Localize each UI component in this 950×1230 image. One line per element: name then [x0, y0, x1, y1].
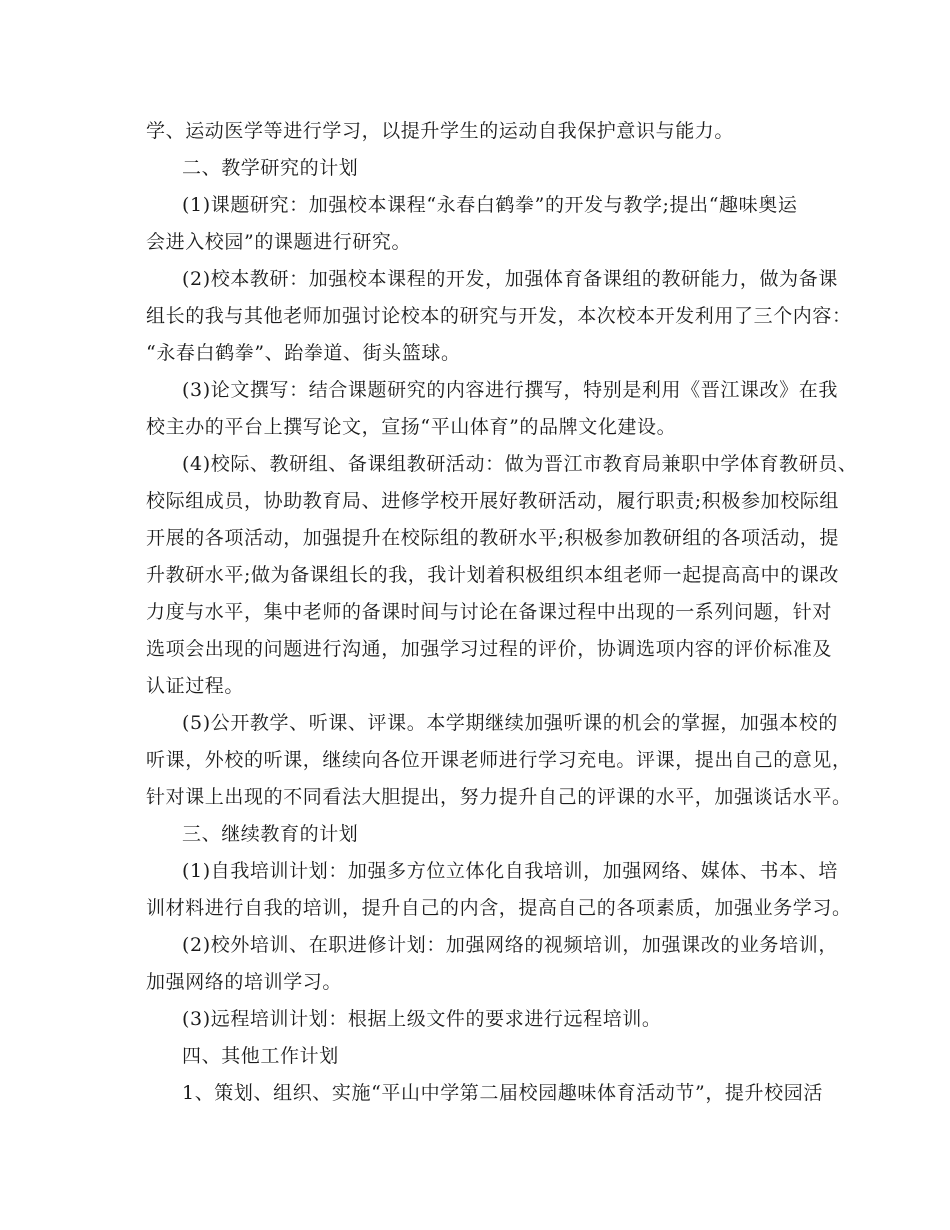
text-line: (2)校本教研：加强校本课程的开发，加强体育备课组的教研能力，做为备课	[182, 268, 838, 290]
text-line: 1、策划、组织、实施“平山中学第二届校园趣味体育活动节”，提升校园活	[182, 1082, 823, 1104]
text-line: “永春白鹤拳”、跆拳道、街头篮球。	[146, 342, 461, 364]
text-line: (1)自我培训计划：加强多方位立体化自我培训，加强网络、媒体、书本、培	[182, 860, 838, 882]
text-line: (1)课题研究：加强校本课程“永春白鹤拳”的开发与教学;提出“趣味奥运	[182, 194, 798, 216]
text-line: 组长的我与其他老师加强讨论校本的研究与开发，本次校本开发利用了三个内容：	[146, 305, 852, 327]
text-line: 校主办的平台上撰写论文，宣扬“平山体育”的品牌文化建设。	[146, 416, 677, 438]
section-heading: 四、其他工作计划	[182, 1045, 339, 1067]
text-line: 听课，外校的听课，继续向各位开课老师进行学习充电。评课，提出自己的意见，	[146, 749, 852, 771]
text-line: 校际组成员，协助教育局、进修学校开展好教研活动，履行职责;积极参加校际组	[146, 490, 840, 512]
text-line: (3)论文撰写：结合课题研究的内容进行撰写，特别是利用《晋江课改》在我	[182, 379, 838, 401]
text-line: (2)校外培训、在职进修计划：加强网络的视频培训，加强课改的业务培训，	[182, 934, 838, 956]
text-line: (4)校际、教研组、备课组教研活动：做为晋江市教育局兼职中学体育教研员、	[182, 453, 858, 475]
text-line: 认证过程。	[146, 675, 245, 697]
section-heading: 二、教学研究的计划	[182, 157, 359, 179]
text-line: 开展的各项活动，加强提升在校际组的教研水平;积极参加教研组的各项活动，提	[146, 527, 840, 549]
text-line: 训材料进行自我的培训，提升自己的内含，提高自己的各项素质，加强业务学习。	[146, 897, 852, 919]
text-line: 加强网络的培训学习。	[146, 971, 343, 993]
text-line: 力度与水平，集中老师的备课时间与讨论在备课过程中出现的一系列问题，针对	[146, 601, 833, 623]
text-line: (3)远程培训计划：根据上级文件的要求进行远程培训。	[182, 1008, 662, 1030]
text-line: 升教研水平;做为备课组长的我，我计划着积极组织本组老师一起提高高中的课改	[146, 564, 840, 586]
section-heading: 三、继续教育的计划	[182, 823, 359, 845]
text-line: (5)公开教学、听课、评课。本学期继续加强听课的机会的掌握，加强本校的	[182, 712, 838, 734]
text-line: 选项会出现的问题进行沟通，加强学习过程的评价，协调选项内容的评价标准及	[146, 638, 833, 660]
text-line: 针对课上出现的不同看法大胆提出，努力提升自己的评课的水平，加强谈话水平。	[146, 786, 852, 808]
text-line: 学、运动医学等进行学习，以提升学生的运动自我保护意识与能力。	[146, 120, 735, 142]
text-line: 会进入校园”的课题进行研究。	[146, 231, 412, 253]
